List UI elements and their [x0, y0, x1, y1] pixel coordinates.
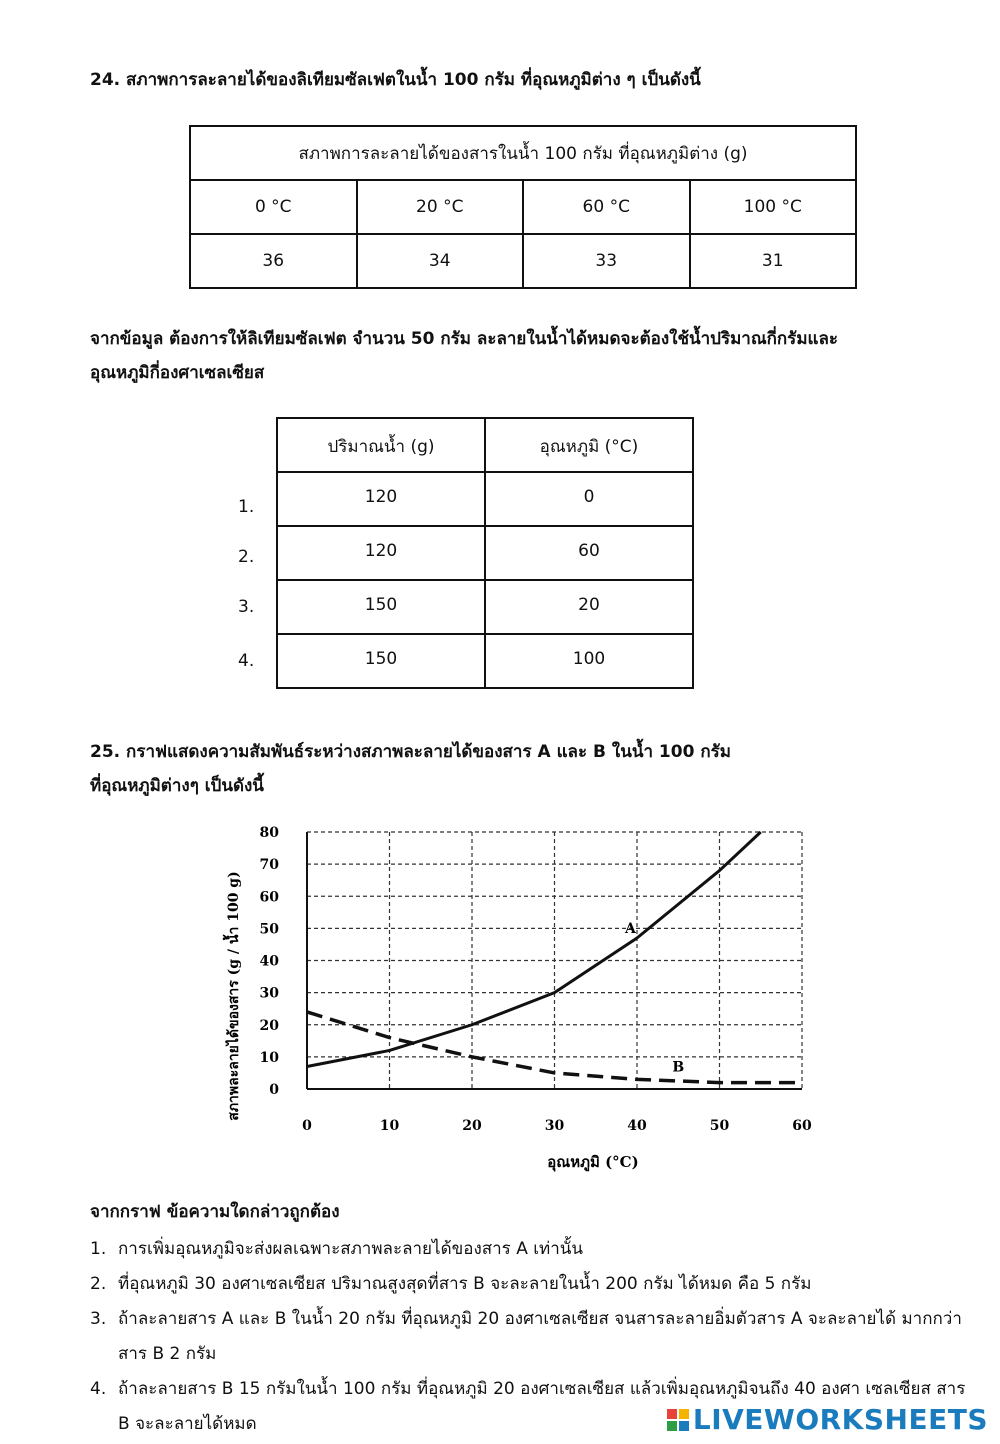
- table-row: [190, 234, 856, 288]
- x-tick-label: 60: [792, 1118, 812, 1134]
- temp-cell: 60 °C: [523, 180, 690, 234]
- option-item[interactable]: [90, 1302, 970, 1372]
- liveworksheets-logo-icon: [667, 1409, 689, 1431]
- value-cell: 36: [190, 234, 357, 288]
- value-cell: 33: [523, 234, 690, 288]
- x-tick-label: 50: [709, 1118, 730, 1134]
- option-number: 2.: [90, 1274, 107, 1294]
- choice-row[interactable]: [277, 472, 693, 526]
- option-text: ที่อุณหภูมิ 30 องศาเซลเซียส ปริมาณสูงสุดที่สาร B จะละลายในน้ำ 200 กรัม ได้หมด คือ 5 กรัม: [118, 1274, 812, 1294]
- series-label-b: B: [672, 1059, 685, 1076]
- choice-temp: 60: [485, 526, 693, 580]
- option-number: 4.: [90, 1379, 107, 1399]
- x-tick-label: 0: [302, 1118, 312, 1134]
- value-cell: 34: [357, 234, 524, 288]
- y-tick-label: 70: [259, 857, 279, 874]
- choice-number: 3.: [238, 597, 255, 617]
- q25-question: จากกราฟ ข้อความใดกล่าวถูกต้อง: [90, 1202, 340, 1222]
- choice-row[interactable]: [277, 526, 693, 580]
- x-tick-label: 30: [544, 1118, 565, 1134]
- choice-water: 120: [277, 472, 485, 526]
- y-tick-label: 20: [259, 1017, 279, 1034]
- x-tick-label: 20: [462, 1118, 482, 1134]
- choices-table: [276, 417, 694, 689]
- option-text: การเพิ่มอุณหภูมิจะส่งผลเฉพาะสภาพละลายได้ของสาร A เท่านั้น: [118, 1239, 584, 1259]
- y-tick-label: 40: [259, 953, 279, 970]
- option-text: ถ้าละลายสาร B 15 กรัมในน้ำ 100 กรัม ที่อุณหภูมิ 20 องศาเซลเซียส แล้วเพิ่มอุณหภูมิจนถึง 40 องศา เซลเซียส สาร B จะละลายได้หมด: [118, 1379, 966, 1434]
- y-tick-label: 0: [269, 1082, 279, 1098]
- y-axis-label: สภาพละลายได้ของสาร (g / น้ำ 100 g): [226, 871, 242, 1121]
- y-tick-label: 30: [259, 985, 279, 1002]
- option-text: ถ้าละลายสาร A และ B ในน้ำ 20 กรัม ที่อุณหภูมิ 20 องศาเซลเซียส จนสารละลายอิ่มตัวสาร A จะละลายได้ มากกว่าสาร B 2 กรัม: [118, 1309, 962, 1364]
- q24-question-line1: จากข้อมูล ต้องการให้ลิเทียมซัลเฟต จำนวน 50 กรัม ละลายในน้ำได้หมดจะต้องใช้น้ำปริมาณกี่กรัมและ: [90, 329, 839, 349]
- water-column-header: ปริมาณน้ำ (g): [277, 418, 485, 472]
- q24-title: 24. สภาพการละลายได้ของลิเทียมซัลเฟตในน้ำ 100 กรัม ที่อุณหภูมิต่าง ๆ เป็นดังนี้: [90, 70, 701, 90]
- choice-water: 150: [277, 634, 485, 688]
- x-tick-label: 10: [379, 1118, 400, 1134]
- chart-ticks: [260, 825, 812, 1134]
- choice-temp: 20: [485, 580, 693, 634]
- choice-row[interactable]: [277, 580, 693, 634]
- series-label-a: A: [624, 921, 636, 938]
- choice-number: 4.: [238, 651, 255, 671]
- table-row: [190, 180, 856, 234]
- y-tick-label: 60: [259, 889, 279, 906]
- temp-cell: 0 °C: [190, 180, 357, 234]
- choice-water: 120: [277, 526, 485, 580]
- q25-title-line1: 25. กราฟแสดงความสัมพันธ์ระหว่างสภาพละลายได้ของสาร A และ B ในน้ำ 100 กรัม: [90, 742, 731, 762]
- watermark-text: LIVEWORKSHEETS: [692, 1403, 988, 1436]
- choice-water: 150: [277, 580, 485, 634]
- temp-column-header: อุณหภูมิ (°C): [485, 418, 693, 472]
- q24-question-line2: อุณหภูมิกี่องศาเซลเซียส: [90, 363, 265, 383]
- solubility-table: [189, 125, 857, 289]
- choice-number: 1.: [238, 497, 255, 517]
- y-tick-label: 80: [259, 825, 279, 841]
- solubility-table-header: สภาพการละลายได้ของสารในน้ำ 100 กรัม ที่อุณหภูมิต่าง (g): [190, 126, 856, 180]
- choice-row[interactable]: [277, 634, 693, 688]
- option-number: 3.: [90, 1309, 107, 1329]
- x-tick-label: 40: [627, 1118, 647, 1134]
- choice-temp: 0: [485, 472, 693, 526]
- chart-grid: [307, 832, 802, 1089]
- option-item[interactable]: [90, 1267, 970, 1302]
- y-tick-label: 10: [259, 1049, 279, 1066]
- option-number: 1.: [90, 1239, 107, 1259]
- liveworksheets-watermark: [667, 1403, 988, 1436]
- x-axis-label: อุณหภูมิ (°C): [547, 1153, 639, 1171]
- choice-number: 2.: [238, 547, 255, 567]
- temp-cell: 100 °C: [690, 180, 857, 234]
- option-item[interactable]: [90, 1232, 970, 1267]
- choice-temp: 100: [485, 634, 693, 688]
- solubility-chart: [200, 818, 820, 1178]
- y-tick-label: 50: [259, 921, 279, 938]
- q25-title-line2: ที่อุณหภูมิต่างๆ เป็นดังนี้: [90, 776, 264, 796]
- value-cell: 31: [690, 234, 857, 288]
- series-line-a: [307, 832, 761, 1067]
- temp-cell: 20 °C: [357, 180, 524, 234]
